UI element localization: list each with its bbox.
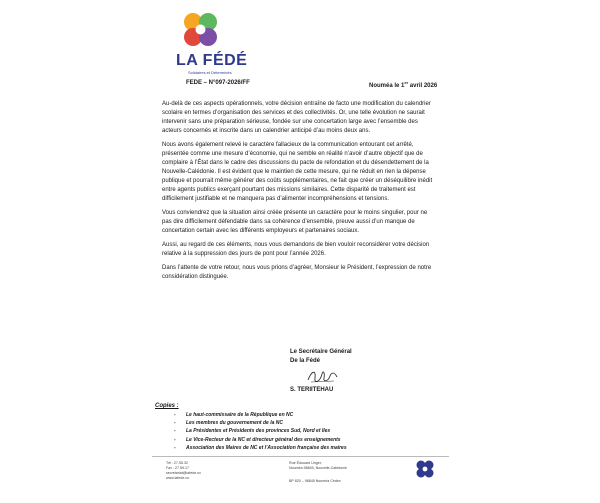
brand-tagline: Solidaires et Déterminés: [188, 70, 232, 75]
footer-website: www.lafede.nc: [166, 476, 190, 480]
letter-date: Nouméa le 1er avril 2026: [369, 80, 438, 89]
fede-footer-logo-icon: [414, 458, 436, 480]
list-item: - La Présidentes et Présidents des provinces Sud, Nord et Iles: [174, 427, 347, 435]
list-item: - Les membres du gouvernement de la NC: [174, 419, 347, 427]
footer-street: Rue Édouard Unger,: [289, 461, 322, 465]
footer-email: secretariat@lafede.nc: [166, 471, 202, 475]
footer-city: Nouméa 98845, Nouvelle-Calédonie: [289, 466, 347, 470]
body-paragraph: Dans l’attente de votre retour, nous vous prions d’agréer, Monsieur le Président, l’expression de notre considération distinguée.: [162, 265, 432, 280]
brand-name: LA FÉDÉ: [176, 52, 248, 69]
letter-reference: FEDE – N°097-2026/FF: [186, 80, 250, 86]
footer-address: [289, 461, 347, 471]
footer-phone: Tél : 27.55.32: [166, 461, 188, 465]
fede-logo-icon: [179, 9, 221, 51]
signatory-name: S. TERIITEHAU: [290, 387, 334, 393]
footer-contact: [166, 461, 201, 481]
list-item: - Association des Maires de NC et l’Association française des maires: [174, 444, 347, 452]
list-item: - Le Vice-Recteur de la NC et directeur général des enseignements: [174, 436, 347, 444]
body-paragraph: Aussi, au regard de ces éléments, nous vous demandons de bien vouloir reconsidérer votre décision relative à la suppression des jours de pont pour l’année 2026.: [162, 242, 430, 257]
signature-block: [290, 348, 352, 366]
body-paragraph: Vous conviendrez que la situation ainsi créée présente un caractère pour le moins singulier, pour ne pas dire difficilement défendable dans sa cohérence d’ensemble, preuve aussi d’un manque de concertation certain avec les différents employeurs et partenaires sociaux.: [162, 210, 428, 234]
list-item: - Le haut-commissaire de la République en NC: [174, 411, 347, 419]
body-paragraph: Au-delà de ces aspects opérationnels, votre décision entraîne de facto une modification du calendrier scolaire en termes d’organisation des services et des collectivités. Or, une telle évolution ne saurait intervenir sans une préparation sérieuse, fondée sur une concertation large avec l’ensemble des acteurs concernés et inscrite dans un calendrier anticipé d’au moins deux ans.: [162, 101, 431, 134]
body-paragraph: Nous avons également relevé le caractère fallacieux de la communication entourant cet arrêté, présentée comme une mesure d’économie, qui ne semble en réalité n’avoir d’autre objectif que de complaire à l’État dans le cadre des discussions du pacte de refondation et du désendettement de la Nouvelle-Calédonie. Il est évident que le maintien de cette mesure, qui ne réduit en rien la dépense publique et pourrait même générer des coûts supplémentaires, ne fait que créer un déséquilibre inédit entre agents publics exerçant pourtant des missions similaires. Cette disparité de traitement est difficilement justifiable et ne manquera pas d’alimenter incompréhensions et tensions.: [162, 142, 433, 202]
footer-postal: BP 820 – 98845 Nouméa Cédex: [289, 479, 341, 483]
signatory-title: Le Secrétaire Général: [290, 349, 352, 355]
footer-divider: [152, 456, 449, 457]
signatory-organisation: De la Fédé: [290, 358, 321, 364]
copies-list: [174, 411, 347, 452]
handwritten-signature-icon: [306, 366, 340, 386]
letter-body: [162, 100, 438, 287]
copies-heading: Copies :: [155, 403, 179, 409]
footer-fax: Fax : 27.59.17: [166, 466, 189, 470]
